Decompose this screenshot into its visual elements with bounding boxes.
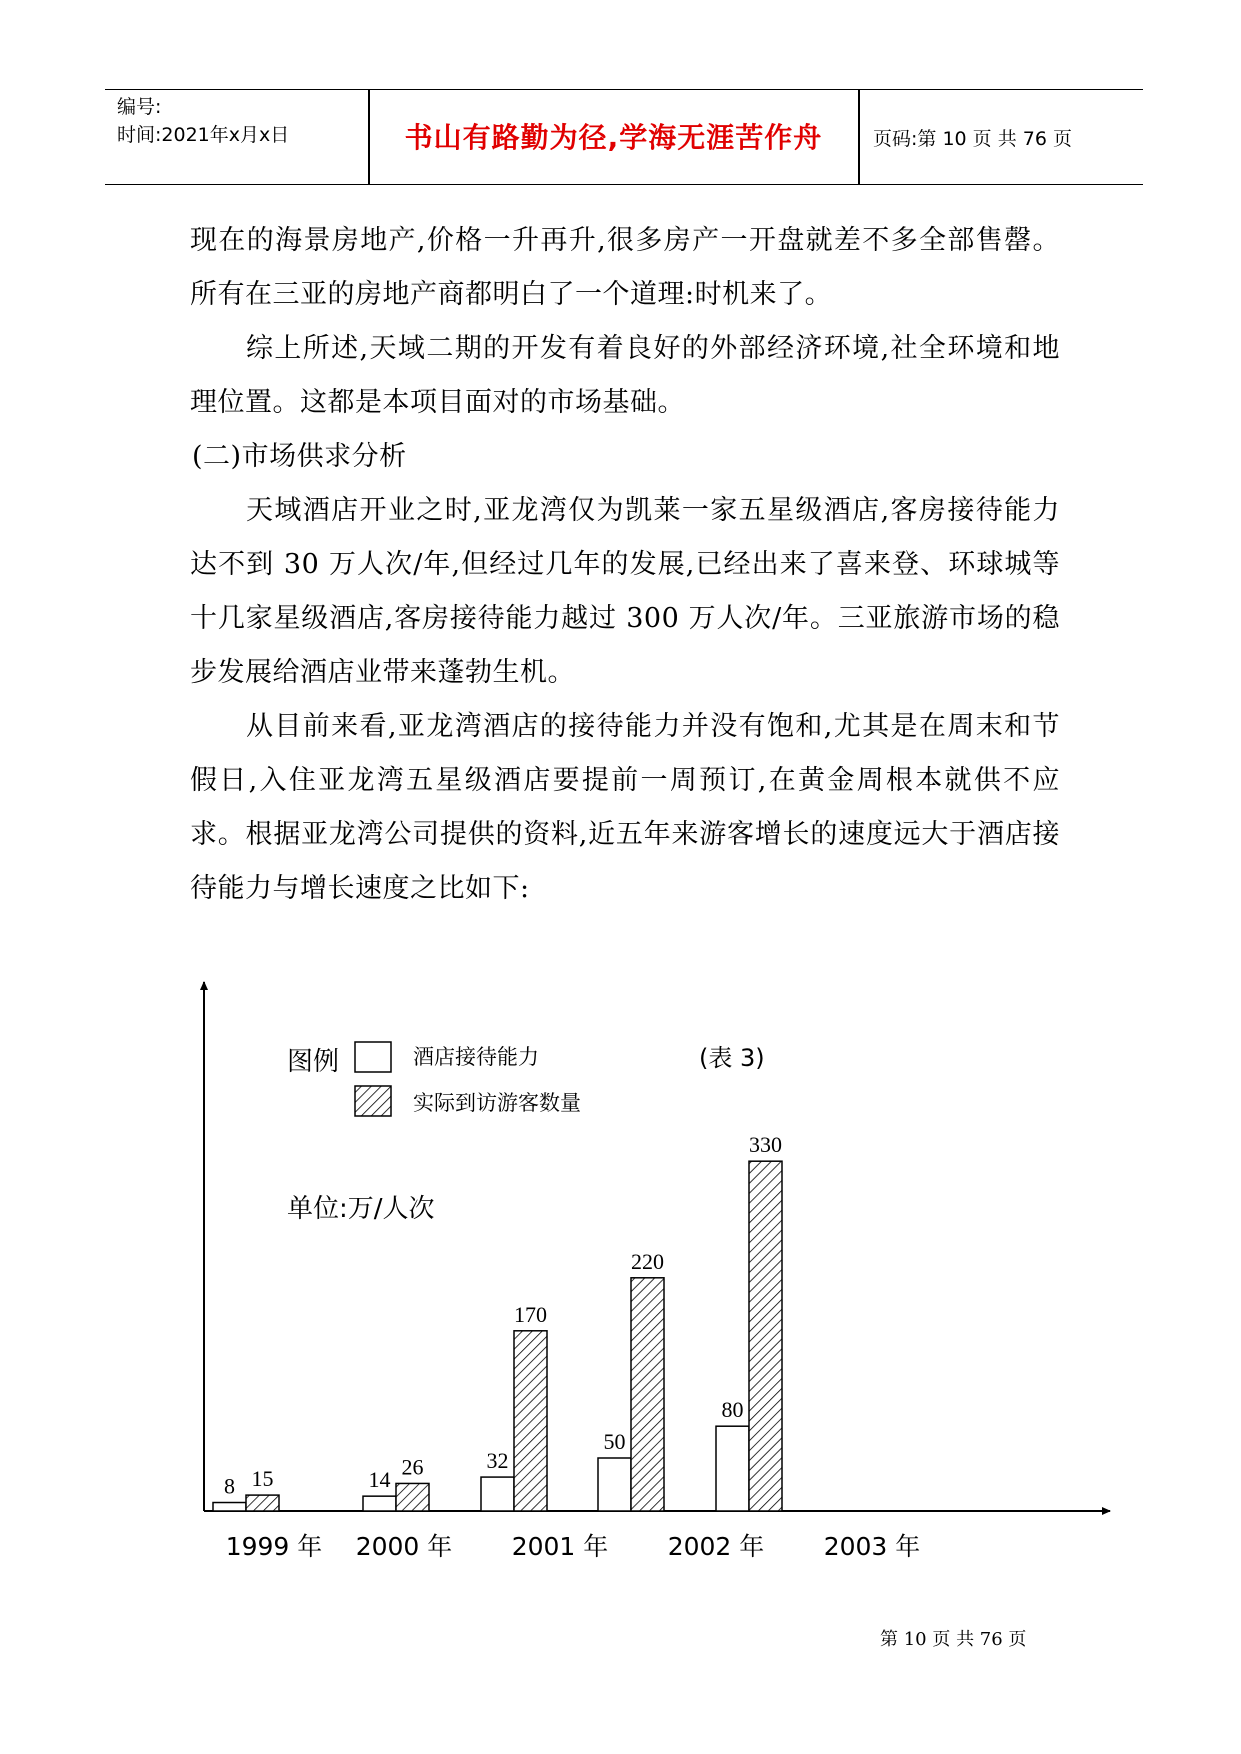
bar-chart-svg: [190, 960, 1130, 1580]
bar-visitors: [396, 1483, 429, 1511]
unit-label: 单位:万/人次: [287, 1194, 435, 1224]
header-divider: [858, 90, 860, 184]
data-label-visitors: 220: [631, 1248, 664, 1274]
chart-title: (表 3): [699, 1044, 765, 1072]
bar-capacity: [213, 1503, 246, 1511]
x-tick-label: 2001 年: [511, 1532, 609, 1561]
data-label-capacity: 32: [486, 1448, 509, 1474]
bar-capacity: [481, 1477, 514, 1511]
data-label-visitors: 26: [401, 1454, 424, 1480]
paragraph: 现在的海景房地产,价格一升再升,很多房产一开盘就差不多全部售罄。所有在三亚的房地产商都明白了一个道理:时机来了。: [190, 225, 1060, 310]
data-label-visitors: 170: [514, 1301, 547, 1327]
bar-capacity: [598, 1458, 631, 1511]
header-motto: 书山有路勤为径,学海无涯苦作舟: [404, 121, 823, 154]
bar-chart: [190, 960, 1130, 1580]
page-footer: 第 10 页 共 76 页: [880, 1629, 1027, 1650]
data-label-capacity: 14: [368, 1467, 391, 1493]
legend-swatch-visitors: [355, 1086, 391, 1116]
x-tick-label: 2003 年: [823, 1532, 921, 1561]
header-meta: [117, 93, 289, 149]
bar-visitors: [246, 1495, 279, 1511]
header-page-info: 页码:第 10 页 共 76 页: [873, 128, 1072, 150]
paragraph: 天域酒店开业之时,亚龙湾仅为凯莱一家五星级酒店,客房接待能力达不到 30 万人次/年,但经过几年的发展,已经出来了喜来登、环球城等十几家星级酒店,客房接待能力越过 300 万人次/年。三亚旅游市场的稳步发展给酒店业带来蓬勃生机。: [190, 495, 1060, 688]
page-header: [105, 89, 1143, 185]
data-label-visitors: 15: [251, 1466, 274, 1492]
header-time-label: 时间:2021年x月x日: [117, 124, 290, 146]
bar-visitors: [514, 1331, 547, 1511]
bar-visitors: [749, 1161, 782, 1511]
legend-label-visitors: 实际到访游客数量: [413, 1091, 581, 1115]
bar-capacity: [716, 1426, 749, 1511]
data-label-capacity: 80: [721, 1397, 744, 1423]
data-label-capacity: 8: [224, 1473, 235, 1499]
section-heading: (二)市场供求分析: [192, 441, 407, 472]
x-tick-label: 2002 年: [667, 1532, 765, 1561]
bar-visitors: [631, 1278, 664, 1511]
data-label-capacity: 50: [603, 1429, 626, 1454]
legend-label-capacity: 酒店接待能力: [413, 1045, 539, 1069]
legend-swatch-capacity: [355, 1042, 391, 1072]
bars-group: [213, 1132, 782, 1511]
x-tick-label: 1999 年: [225, 1532, 323, 1561]
document-body: [190, 214, 1060, 916]
bar-capacity: [363, 1496, 396, 1511]
data-label-visitors: 330: [749, 1132, 782, 1158]
x-tick-label: 2000 年: [355, 1532, 453, 1561]
x-labels-group: [226, 1532, 921, 1561]
paragraph: 综上所述,天域二期的开发有着良好的外部经济环境,社全环境和地理位置。这都是本项目面对的市场基础。: [190, 333, 1060, 418]
paragraph: 从目前来看,亚龙湾酒店的接待能力并没有饱和,尤其是在周末和节假日,入住亚龙湾五星级酒店要提前一周预订,在黄金周根本就供不应求。根据亚龙湾公司提供的资料,近五年来游客增长的速度远大于酒店接待能力与增长速度之比如下:: [190, 711, 1060, 904]
legend-title: 图例: [287, 1047, 340, 1077]
header-code-label: 编号:: [117, 96, 162, 118]
